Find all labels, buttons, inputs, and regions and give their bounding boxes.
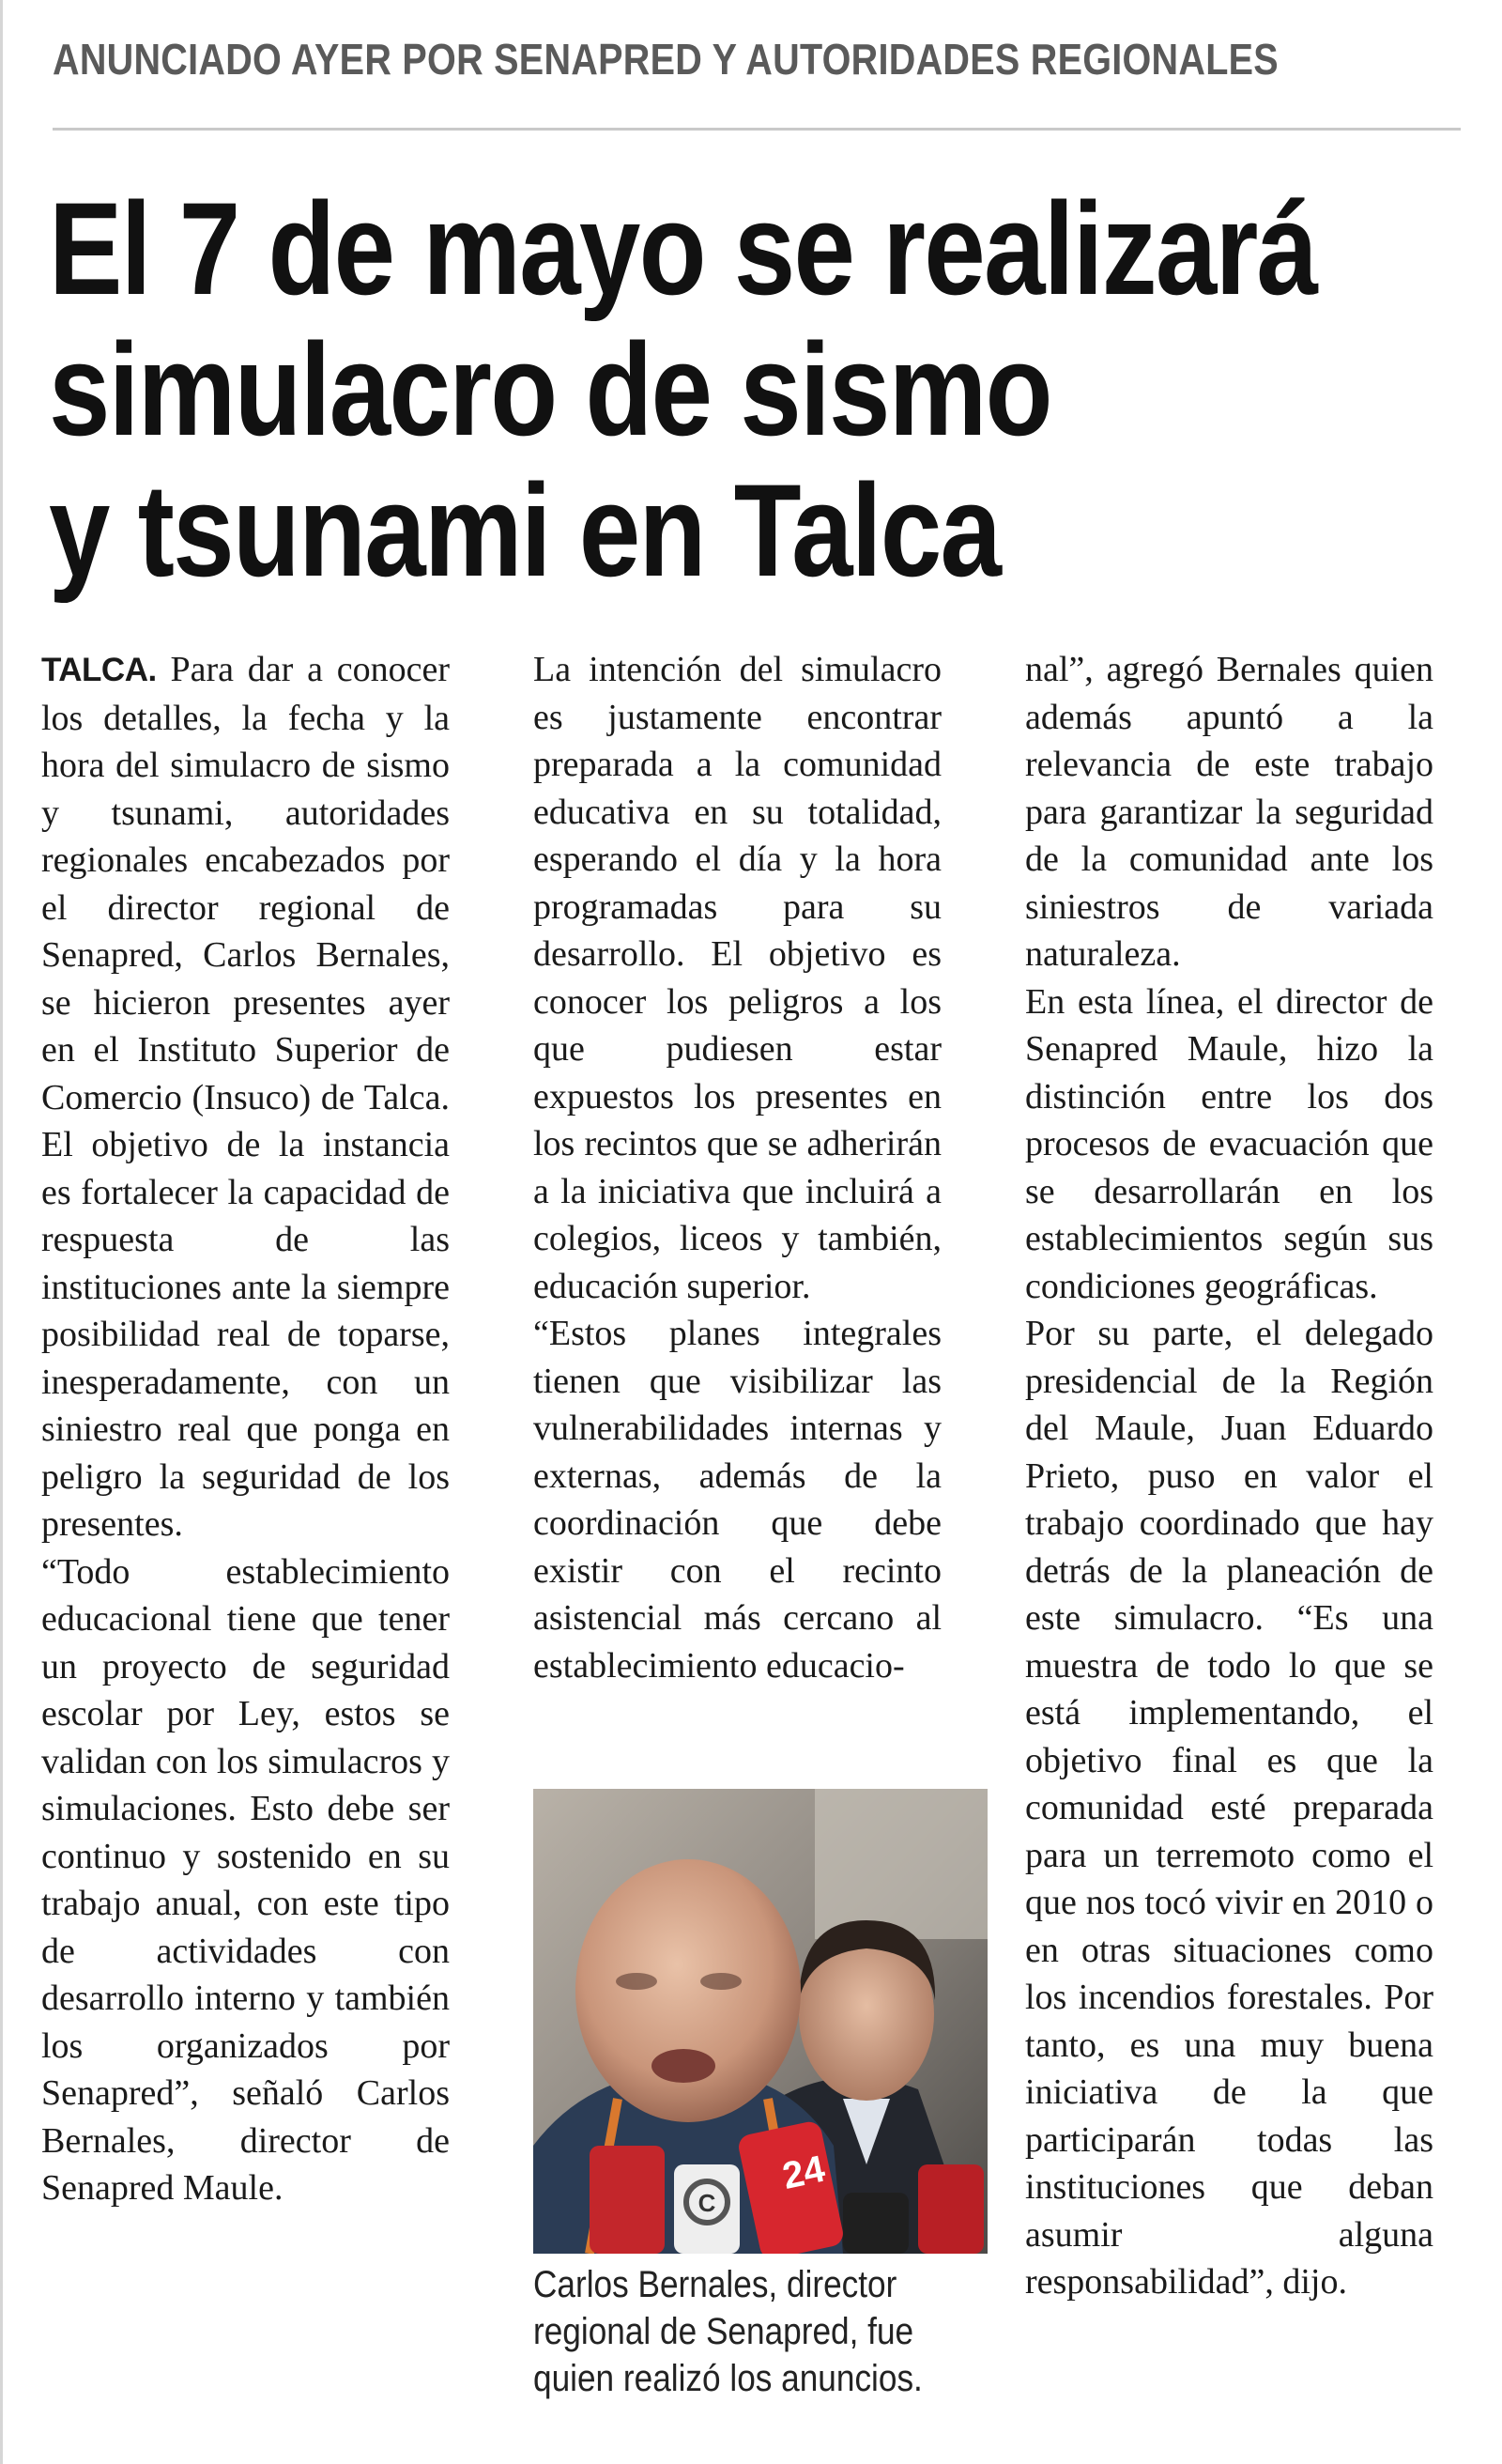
microphone-black xyxy=(843,2193,909,2254)
main-man-eye-left xyxy=(616,1973,657,1990)
article-kicker: ANUNCIADO AYER POR SENAPRED Y AUTORIDADES REGIONALES xyxy=(53,35,1279,84)
column-3-paragraph-1: nal”, agregó Bernales quien además apuntó a la relevancia de este trabajo para garantizar la seguridad de la comunidad ante los siniestros de variada naturaleza. xyxy=(1025,650,1433,974)
article-column-1 xyxy=(41,646,450,2212)
main-man-eye-right xyxy=(700,1973,742,1990)
article-photo xyxy=(533,1789,988,2254)
article-column-2 xyxy=(533,646,942,1689)
headline-line-2: simulacro de sismo xyxy=(49,316,1051,463)
dateline: TALCA. xyxy=(41,652,157,688)
headline-line-3: y tsunami en Talca xyxy=(49,456,1001,604)
headline-line-1: El 7 de mayo se realizará xyxy=(49,175,1317,322)
column-2-paragraph-1: La intención del simulacro es justamente encontrar preparada a la comunidad educativa en su totalidad, esperando el día y la hora programadas para su desarrollo. El objetivo es conocer los peligros a los que pudiesen estar expuestos los presentes en los recintos que se adherirán a la iniciativa que incluirá a colegios, liceos y también, educación superior. xyxy=(533,650,942,1306)
photo-caption: Carlos Bernales, director regional de Senapred, fue quien realizó los anuncios. xyxy=(533,2264,923,2399)
main-man-head xyxy=(575,1859,801,2122)
page-left-border xyxy=(0,0,3,2464)
photo-illustration xyxy=(533,1789,988,2254)
photo-background-light xyxy=(815,1789,988,1939)
column-1-paragraph-1-text: Para dar a conocer los detalles, la fecha y la hora del simulacro de sismo y tsunami, autoridades regionales encabezados por el director regional de Senapred, Carlos Bernales, se hicieron presentes ayer en el Instituto Superior de Comercio (Insuco) de Talca. El objetivo de la instancia es fortalecer la capacidad de respuesta de las instituciones ante la siempre posibilidad real de toparse, inesperadamente, con un siniestro real que ponga en peligro la seguridad de los presentes. xyxy=(41,650,450,1544)
kicker-divider xyxy=(53,128,1461,131)
microphone-red-left xyxy=(590,2146,665,2254)
microphone-24-label: 24 xyxy=(778,2148,829,2197)
article-column-3 xyxy=(1025,646,1433,2306)
column-3-paragraph-2: En esta línea, el director de Senapred Maule, hizo la distinción entre los dos procesos de evacuación que se desarrollarán en los establecimientos según sus condiciones geográficas. xyxy=(1025,981,1433,1306)
microphone-red-right xyxy=(918,2164,984,2254)
article-headline xyxy=(49,175,1389,604)
column-1-paragraph-1 xyxy=(41,646,450,1548)
column-3-paragraph-3: Por su parte, el delegado presidencial de la Región del Maule, Juan Eduardo Prieto, puso en valor el trabajo coordinado que hay detrás de la planeación de este simulacro. “Es una muestra de todo lo que se está implementando, el objetivo final es que la comunidad esté preparada para un terremoto como el que nos tocó vivir en 2010 o en otras situaciones como los incendios forestales. Por tanto, es una muy buena iniciativa de la que participarán todas las instituciones que deban asumir alguna responsabilidad”, dijo. xyxy=(1025,1314,1433,2302)
column-1-paragraph-2: “Todo establecimiento educacional tiene que tener un proyecto de seguridad escolar por Ley, estos se validan con los simulacros y simulaciones. Esto debe ser continuo y sostenido en su trabajo anual, con este tipo de actividades con desarrollo interno y también los organizados por Senapred”, señaló Carlos Bernales, director de Senapred Maule. xyxy=(41,1551,450,2208)
column-2-paragraph-2: “Estos planes integrales tienen que visibilizar las vulnerabilidades internas y externas, además de la coordinación que debe existir con el recinto asistencial más cercano al establecimiento educacio- xyxy=(533,1314,942,1686)
microphone-logo-text: C xyxy=(697,2189,716,2217)
main-man-mouth xyxy=(651,2049,715,2083)
